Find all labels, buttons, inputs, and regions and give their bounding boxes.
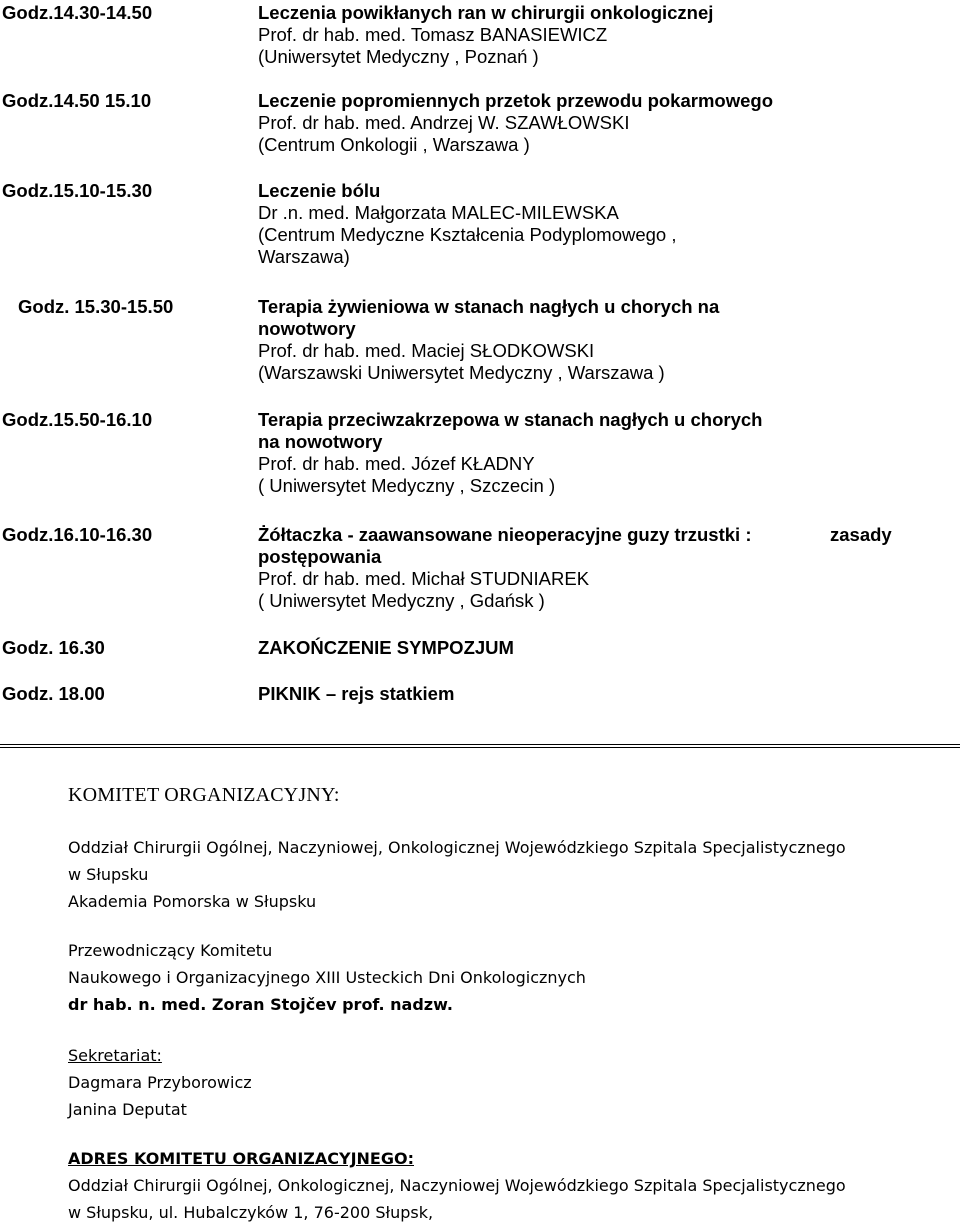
chair-line: Naukowego i Organizacyjnego XIII Usteckich Dni Onkologicznych (68, 968, 586, 987)
time-slot: Godz. 16.30 (2, 637, 105, 658)
session (258, 524, 898, 612)
organizer-line: w Słupsku (68, 865, 149, 884)
address-line: Oddział Chirurgii Ogólnej, Onkologicznej, Naczyniowej Wojewódzkiego Szpitala Specjalistycznego (68, 1176, 846, 1195)
session (258, 637, 818, 659)
organizer-block (68, 834, 948, 915)
secretariat-block (68, 1042, 948, 1123)
committee-heading: KOMITET ORGANIZACYJNY: (68, 784, 340, 806)
time-slot: Godz. 18.00 (2, 683, 105, 704)
session (258, 409, 818, 497)
secretariat-member: Dagmara Przyborowicz (68, 1073, 252, 1092)
session-title: PIKNIK – rejs statkiem (258, 683, 455, 704)
organizer-line: Akademia Pomorska w Słupsku (68, 892, 317, 911)
session (258, 180, 818, 268)
session (258, 90, 818, 156)
time-slot: Godz.15.50-16.10 (2, 409, 153, 430)
time-slot: Godz. 15.30-15.50 (18, 296, 174, 317)
session-title: Leczenie popromiennych przetok przewodu pokarmowego (258, 90, 773, 111)
institution: ( Uniwersytet Medyczny , Szczecin ) (258, 475, 556, 496)
institution: ( Uniwersytet Medyczny , Gdańsk ) (258, 590, 545, 611)
speaker: Prof. dr hab. med. Andrzej W. SZAWŁOWSKI (258, 112, 630, 133)
institution: (Uniwersytet Medyczny , Poznań ) (258, 46, 539, 67)
session-title: ZAKOŃCZENIE SYMPOZJUM (258, 637, 514, 658)
session-title: nowotwory (258, 318, 356, 339)
session-title: Leczenia powikłanych ran w chirurgii onkologicznej (258, 2, 714, 23)
chair-line: Przewodniczący Komitetu (68, 941, 273, 960)
address-block (68, 1145, 948, 1226)
session (258, 296, 818, 384)
session (258, 2, 818, 68)
speaker: Prof. dr hab. med. Józef KŁADNY (258, 453, 535, 474)
session-title: Leczenie bólu (258, 180, 381, 201)
institution: (Warszawski Uniwersytet Medyczny , Warszawa ) (258, 362, 665, 383)
speaker: Dr .n. med. Małgorzata MALEC-MILEWSKA (258, 202, 619, 223)
session-title: postępowania (258, 546, 382, 567)
secretariat-heading: Sekretariat: (68, 1046, 162, 1065)
double-divider (0, 744, 960, 748)
session-title: Terapia przeciwzakrzepowa w stanach nagłych u chorych (258, 409, 763, 430)
session-title: Terapia żywieniowa w stanach nagłych u chorych na (258, 296, 720, 317)
institution: (Centrum Medyczne Kształcenia Podyplomowego , (258, 224, 677, 245)
time-slot: Godz.14.50 15.10 (2, 90, 152, 111)
speaker: Prof. dr hab. med. Maciej SŁODKOWSKI (258, 340, 595, 361)
session (258, 683, 818, 705)
speaker: Prof. dr hab. med. Michał STUDNIAREK (258, 568, 590, 589)
time-slot: Godz.15.10-15.30 (2, 180, 153, 201)
chair-name: dr hab. n. med. Zoran Stojčev prof. nadzw. (68, 995, 453, 1014)
session-title: Żółtaczka - zaawansowane nieoperacyjne guzy trzustki : (258, 524, 752, 545)
organizer-line: Oddział Chirurgii Ogólnej, Naczyniowej, Onkologicznej Wojewódzkiego Szpitala Specjalistycznego (68, 838, 846, 857)
session-title-tail: zasady (830, 524, 892, 545)
chair-block (68, 937, 948, 1018)
address-heading: ADRES KOMITETU ORGANIZACYJNEGO: (68, 1149, 414, 1168)
session-title: na nowotwory (258, 431, 383, 452)
time-slot: Godz.16.10-16.30 (2, 524, 153, 545)
time-slot: Godz.14.30-14.50 (2, 2, 153, 23)
address-line: w Słupsku, ul. Hubalczyków 1, 76-200 Słupsk, (68, 1203, 434, 1222)
institution: (Centrum Onkologii , Warszawa ) (258, 134, 530, 155)
speaker: Prof. dr hab. med. Tomasz BANASIEWICZ (258, 24, 608, 45)
institution: Warszawa) (258, 246, 350, 267)
secretariat-member: Janina Deputat (68, 1100, 187, 1119)
